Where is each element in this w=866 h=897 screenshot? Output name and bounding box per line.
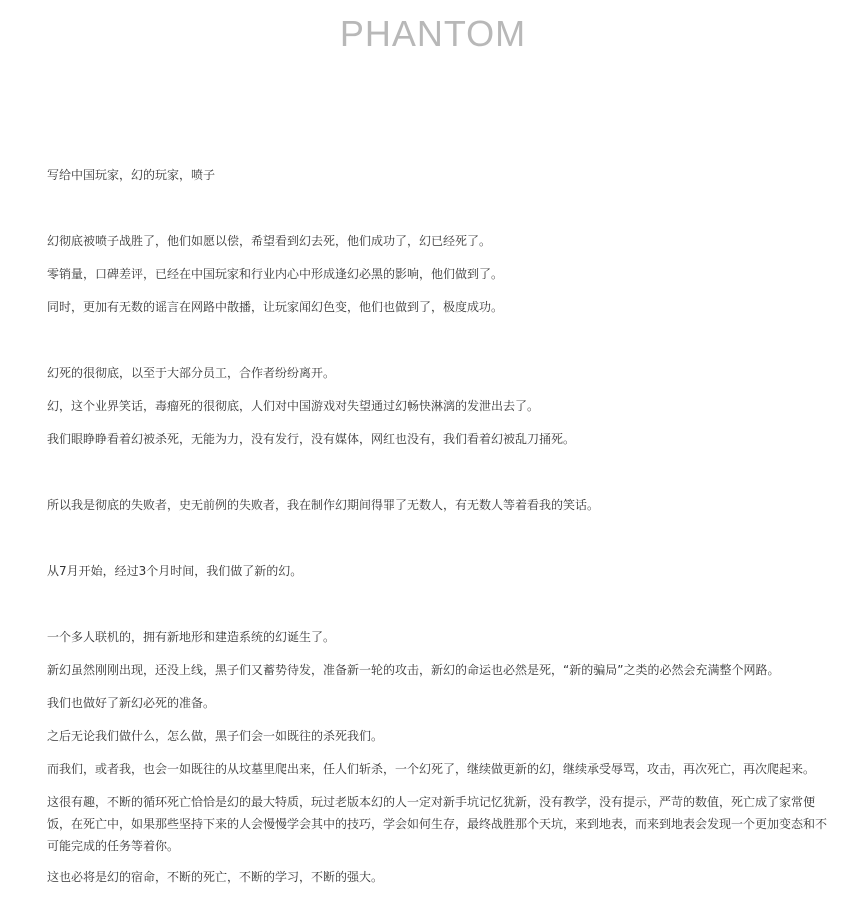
paragraph: 这很有趣，不断的循环死亡恰恰是幻的最大特质，玩过老版本幻的人一定对新手坑记忆犹新，没有教学，没有提示，严苛的数值，死亡成了家常便饭，在死亡中，如果那些坚持下来的人会慢慢学会其中的技巧，学会如何生存，最终战胜那个天坑，来到地表，而来到地表会发现一个更加变态和不可能完成的任务等着你。 (47, 795, 828, 853)
paragraph: 我们也做好了新幻必死的准备。 (47, 696, 216, 710)
paragraph: 新幻虽然刚刚出现，还没上线，黑子们又蓄势待发，准备新一轮的攻击，新幻的命运也必然是死，“新的骗局”之类的必然会充满整个网路。 (47, 663, 780, 677)
paragraph: 同时，更加有无数的谣言在网路中散播，让玩家闻幻色变，他们也做到了，极度成功。 (47, 300, 504, 314)
paragraph: 而我们，或者我，也会一如既往的从坟墓里爬出来，任人们斩杀，一个幻死了，继续做更新的幻，继续承受辱骂，攻击，再次死亡，再次爬起来。 (47, 762, 816, 776)
paragraph: 从7月开始，经过3个月时间，我们做了新的幻。 (47, 564, 303, 578)
paragraph: 所以我是彻底的失败者，史无前例的失败者，我在制作幻期间得罪了无数人，有无数人等着看我的笑话。 (47, 498, 600, 512)
site-logo[interactable]: PHANTOM (339, 13, 527, 54)
paragraph: 我们眼睁睁看着幻被杀死，无能为力，没有发行，没有媒体，网红也没有，我们看着幻被乱刀捅死。 (47, 432, 576, 446)
paragraph: 幻死的很彻底，以至于大部分员工，合作者纷纷离开。 (47, 366, 336, 380)
paragraph: 一个多人联机的，拥有新地形和建造系统的幻诞生了。 (47, 630, 336, 644)
paragraph: 之后无论我们做什么，怎么做，黑子们会一如既往的杀死我们。 (47, 729, 384, 743)
paragraph: 零销量，口碑差评，已经在中国玩家和行业内心中形成逢幻必黑的影响，他们做到了。 (47, 267, 504, 281)
paragraph: 这也必将是幻的宿命，不断的死亡，不断的学习，不断的强大。 (47, 870, 384, 884)
paragraph: 幻彻底被喷子战胜了，他们如愿以偿，希望看到幻去死，他们成功了，幻已经死了。 (47, 234, 492, 248)
paragraph: 幻，这个业界笑话，毒瘤死的很彻底，人们对中国游戏对失望通过幻畅快淋漓的发泄出去了。 (47, 399, 540, 413)
article-greeting: 写给中国玩家，幻的玩家，喷子 (47, 168, 216, 182)
